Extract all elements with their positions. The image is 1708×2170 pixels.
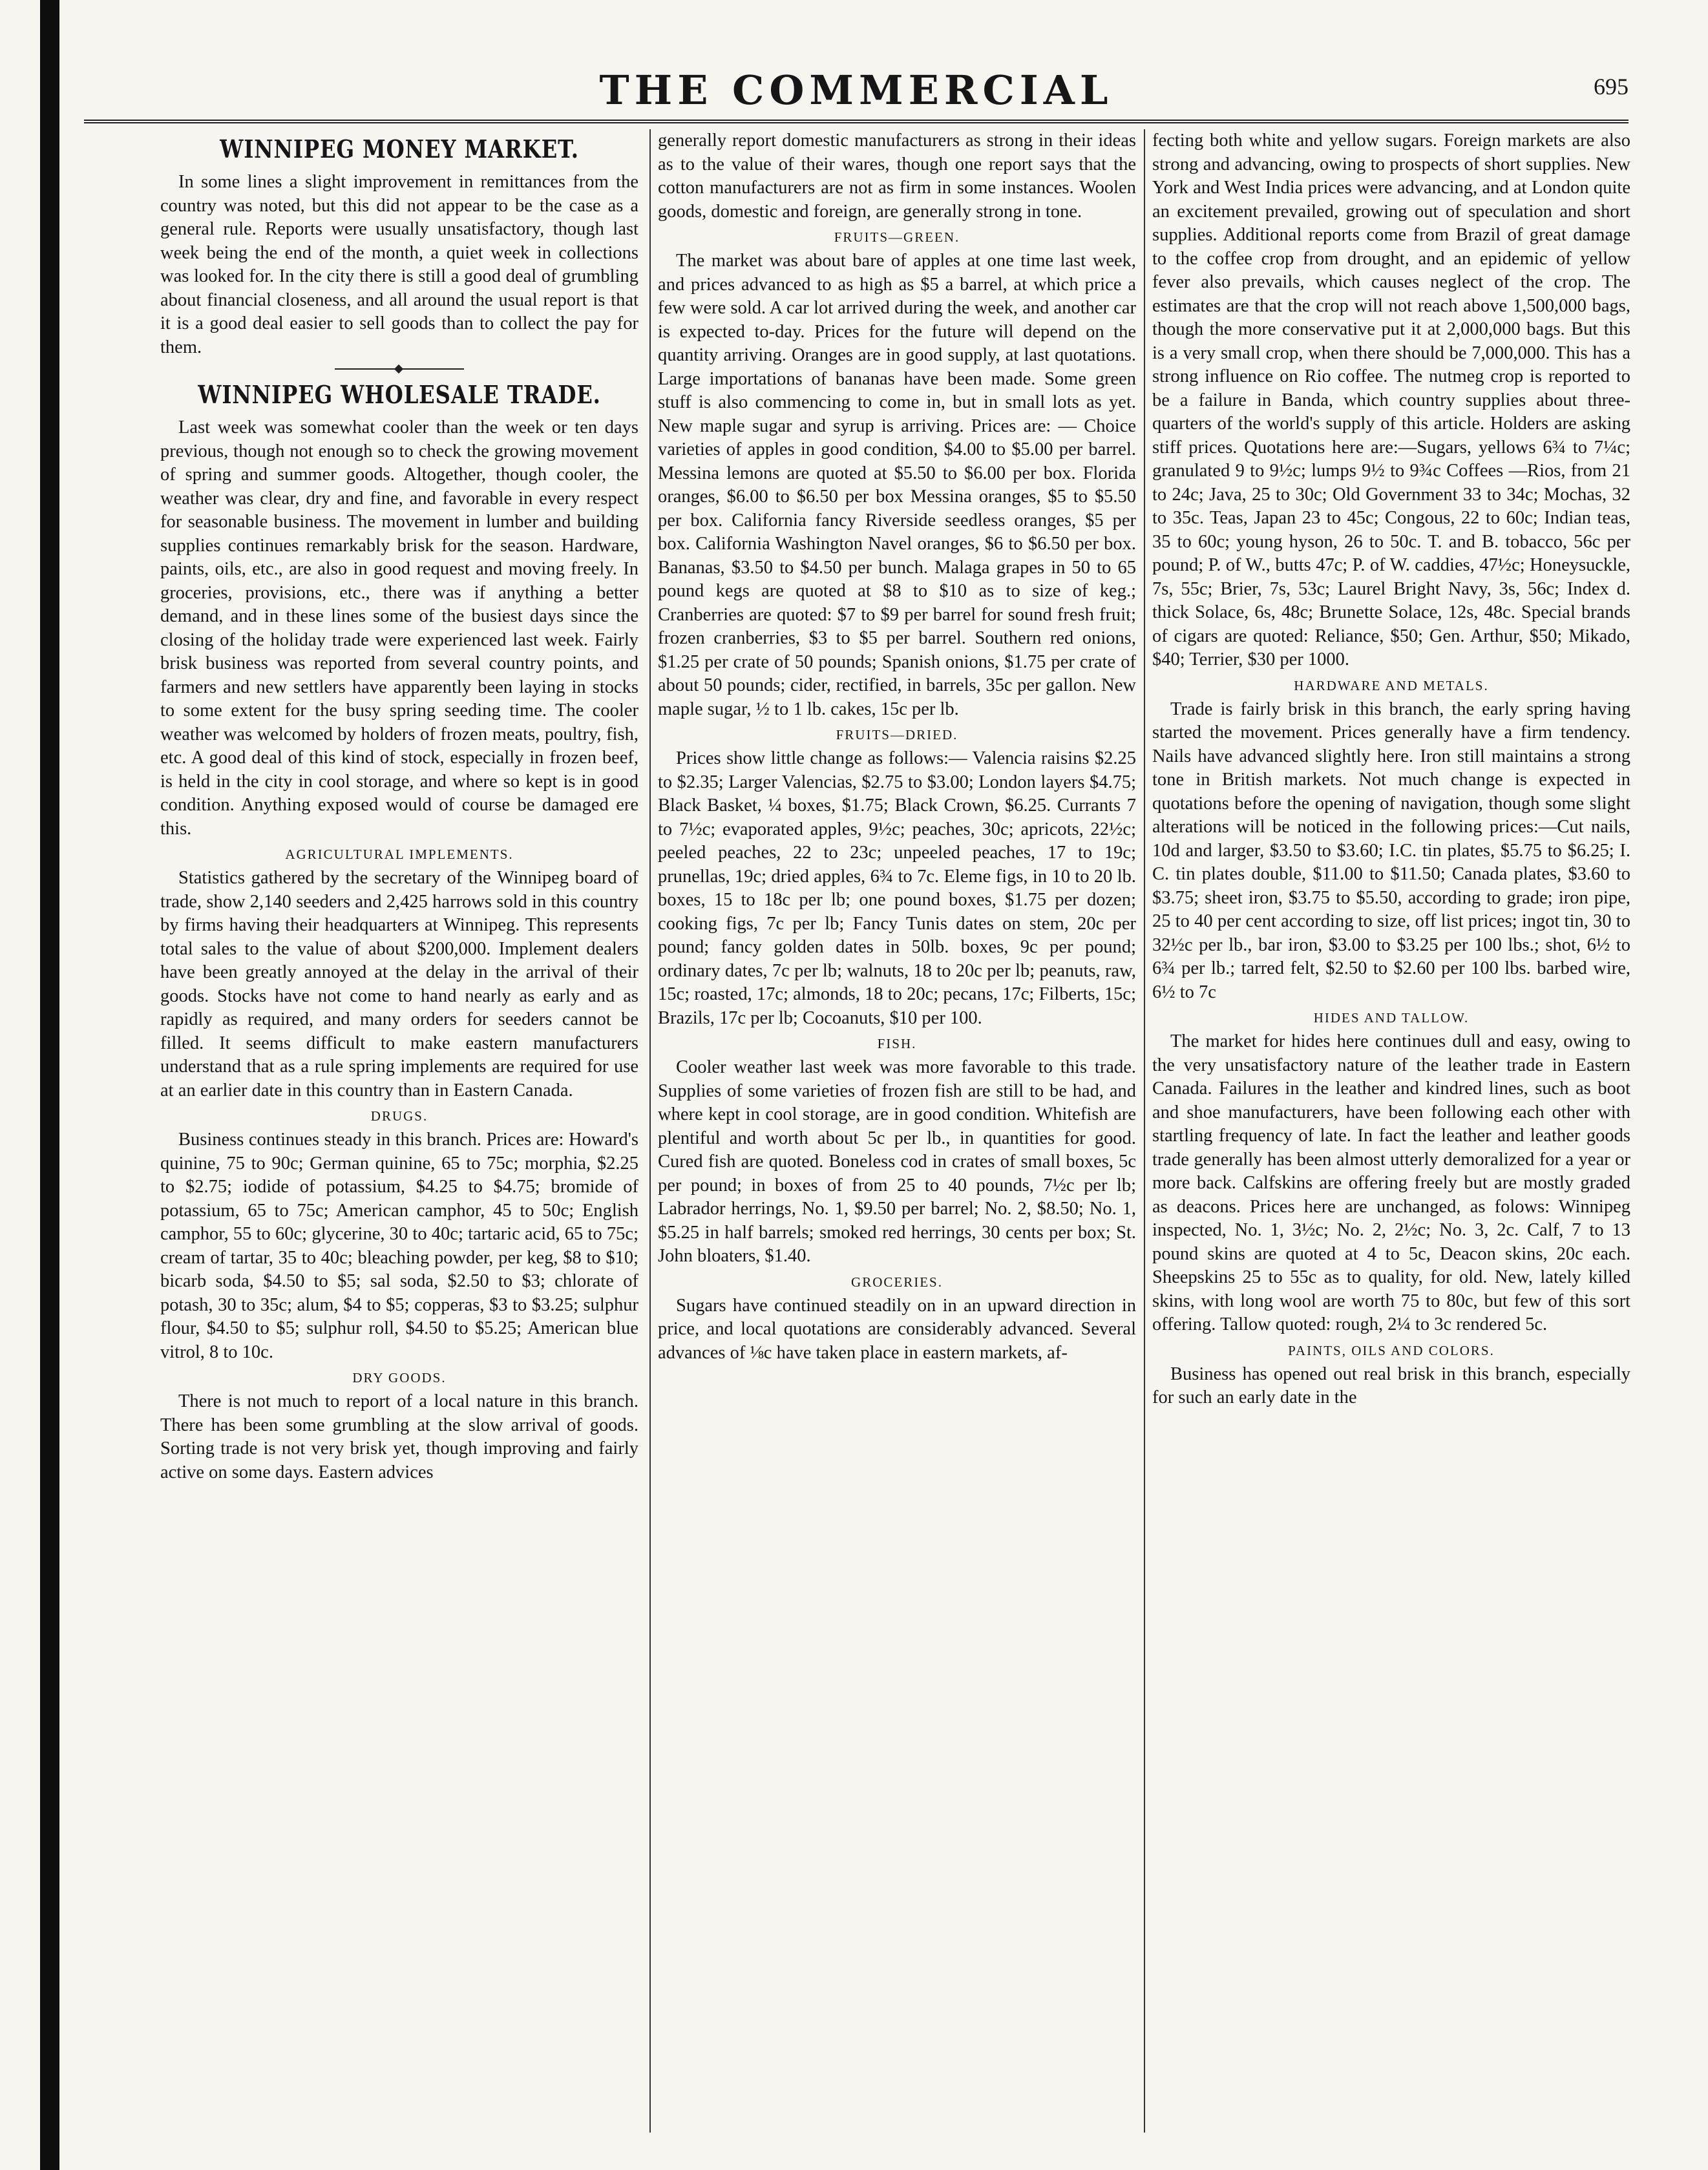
- paints-oils-subhead: PAINTS, OILS AND COLORS.: [1288, 1342, 1495, 1358]
- hides-tallow-subhead: HIDES AND TALLOW.: [1313, 1010, 1470, 1026]
- drugs-subhead: DRUGS.: [370, 1108, 428, 1124]
- agricultural-implements-subhead: AGRICULTURAL IMPLEMENTS.: [285, 847, 514, 862]
- dry-goods-continued: generally report domestic manufacturers as strong in their ideas as to the value of their wares, though one report says that the cotton manufacturers are not as firm in some instances. Woolen goods, domestic and foreign, are generally strong in tone.: [658, 131, 1136, 222]
- wholesale-trade-headline: WINNIPEG WHOLESALE TRADE.: [198, 380, 601, 409]
- money-market-headline: WINNIPEG MONEY MARKET.: [220, 134, 579, 163]
- fruits-dried-subhead: FRUITS—DRIED.: [836, 727, 958, 743]
- agricultural-implements-body: Statistics gathered by the secretary of the Winnipeg board of trade, show 2,140 seeders and 2,425 harrows sold in this country by firms having their headquarters at Winnipeg. This represents total sales to the value of about $200,000. Implement dealers have been greatly annoyed at the delay in the arrival of their goods. Stocks have not come to hand nearly as early and as rapidly as required, and many orders for seeders cannot be filled. It seems difficult to make eastern manufacturers understand that as a rule spring implements are required for use at an earlier date in this country than in Eastern Canada.: [160, 868, 638, 1101]
- fruits-dried-body: Prices show little change as follows:— Valencia raisins $2.25 to $2.35; Larger Valencias, $2.75 to $3.00; London layers $4.75; Black Basket, ¼ boxes, $1.75; Black Crown, $6.25. Currants 7 to 7½c; evaporated apples, 9½c; peaches, 30c; apricots, 22½c; peeled peaches, 22 to 23c; unpeeled peaches, 17 to 19c; prunellas, 19c; dried apples, 6¾ to 7c. Eleme figs, in 10 to 20 lb. boxes, 15 to 18c per lb; one pound boxes, $1.75 per dozen; cooking figs, 7c per lb; Fancy Tunis dates on stem, 20c per pound; fancy golden dates in 50lb. boxes, 9c per pound; ordinary dates, 7c per lb; walnuts, 18 to 20c per lb; peanuts, raw, 15c; roasted, 17c; almonds, 18 to 20c; pecans, 17c; Filberts, 15c; Brazils, 17c per lb; Cocoanuts, $10 per 100.: [658, 748, 1136, 1028]
- fish-body: Cooler weather last week was more favorable to this trade. Supplies of some varieties of frozen fish are still to be had, and where kept in cool storage, are in good condition. Whitefish are plentiful and worth about 5c per lb., in quantities for good. Cured fish are quoted. Boneless cod in crates of small boxes, 5c per pound; in boxes of from 25 to 40 pounds, 7½c per lb; Labrador herrings, No. 1, $9.50 per barrel; No. 2, $8.50; No. 1, $5.25 in half barrels; smoked red herrings, 30 cents per box; St. John bloaters, $1.40.: [658, 1057, 1136, 1266]
- dry-goods-subhead: DRY GOODS.: [352, 1370, 447, 1385]
- paints-oils-body: Business has opened out real brisk in this branch, especially for such an early date in the: [1152, 1364, 1630, 1407]
- dry-goods-body: There is not much to report of a local nature in this branch. There has been some grumbling at the slow arrival of goods. Sorting trade is not very brisk yet, though improving and fairly active on some days. Eastern advices: [160, 1391, 638, 1482]
- hardware-metals-subhead: HARDWARE AND METALS.: [1294, 677, 1489, 693]
- column-1: [160, 129, 638, 2133]
- fruits-green-subhead: FRUITS—GREEN.: [834, 229, 960, 245]
- money-market-body: In some lines a slight improvement in remittances from the country was noted, but this did not appear to be the case as a general rule. Reports were usually unsatisfactory, though last week being the end of the month, a quiet week in collections was looked for. In the city there is still a good deal of grumbling about financial closeness, and all around the usual report is that it is a good deal easier to sell goods than to collect the pay for them.: [160, 172, 638, 357]
- fruits-green-body: The market was about bare of apples at one time last week, and prices advanced to as high as $5 a barrel, at which price a few were sold. A car lot arrived during the week, and another car is expected to-day. Prices for the future will depend on the quantity arriving. Oranges are in good supply, at last quotations. Large importations of bananas have been made. Some green stuff is also commencing to come in, but in small lots as yet. New maple sugar and syrup is arriving. Prices are: — Choice varieties of apples in good condition, $4.00 to $5.00 per barrel. Messina lemons are quoted at $5.50 to $6.00 per box. Florida oranges, $6.00 to $6.50 per box Messina oranges, $5 to $5.50 per box. California fancy Riverside seedless oranges, $5 per box. California Washington Navel oranges, $6 to $6.50 per box. Bananas, $3.50 to $4.50 per bunch. Malaga grapes in 50 to 65 pound kegs are quoted at $8 to $10 as to size of keg.; Cranberries are quoted: $7 to $9 per barrel for sound fresh fruit; frozen cranberries, $3 to $5 per barrel. Southern red onions, $1.25 per crate of 50 pounds; Spanish onions, $1.75 per crate of about 50 pounds; cider, rectified, in barrels, 35c per gallon. New maple sugar, ½ to 1 lb. cakes, 15c per lb.: [658, 251, 1136, 719]
- wholesale-trade-body: Last week was somewhat cooler than the week or ten days previous, though not enough so to check the growing movement of spring and summer goods. Altogether, though cooler, the weather was clear, dry and fine, and favorable in every respect for seasonable business. The movement in lumber and building supplies continues remarkably brisk for the season. Hardware, paints, oils, etc., are also in good request and moving freely. In groceries, provisions, etc., there was if anything a better demand, and in these lines some of the busiest days since the closing of the holiday trade were experienced last week. Fairly brisk business was reported from several country points, and farmers and new settlers have apparently been laying in stocks to some extent for the busy spring seeding time. The cooler weather was welcomed by holders of frozen meats, poultry, fish, etc. A good deal of this kind of stock, especially in frozen beef, is held in the city in cool storage, and where so kept is in good condition. Anything exposed would of course be damaged ere this.: [160, 417, 638, 839]
- page-edge-shadow: [40, 0, 59, 2170]
- hardware-metals-body: Trade is fairly brisk in this branch, the early spring having started the movement. Prices generally have a firm tendency. Nails have advanced slightly here. Iron still maintains a strong tone in British markets. Not much change is expected in quotations before the opening of navigation, though some slight alterations will be noticed in the following prices:—Cut nails, 10d and larger, $3.50 to $3.60; I.C. tin plates, $5.75 to $6.25; I. C. tin plates double, $11.00 to $11.50; Canada plates, $3.60 to $3.75; sheet iron, $3.75 to $5.50, according to grade; iron pipe, 25 to 40 per cent according to size, off list prices; ingot tin, 30 to 32½c per lb., bar iron, $3.00 to $3.25 per 100 lbs.; shot, 6½ to 6¾ per lb.; tarred felt, $2.50 to $2.60 per 100 lbs. barbed wire, 6½ to 7c: [1152, 699, 1630, 1002]
- newspaper-title: THE COMMERCIAL: [599, 67, 1113, 114]
- masthead: [84, 61, 1629, 123]
- column-3: [1152, 129, 1630, 2133]
- groceries-subhead: GROCERIES.: [851, 1274, 943, 1290]
- column-rule: [649, 129, 651, 2133]
- column-rule: [1144, 129, 1145, 2133]
- fish-subhead: FISH.: [877, 1036, 917, 1051]
- drugs-body: Business continues steady in this branch. Prices are: Howard's quinine, 75 to 90c; German quinine, 65 to 75c; morphia, $2.25 to $2.75; iodide of potassium, $4.25 to $4.75; bromide of potassium, 65 to 75c; American camphor, 45 to 50c; English camphor, 55 to 60c; glycerine, 30 to 40c; tartaric acid, 65 to 75c; cream of tartar, 35 to 40c; bleaching powder, per keg, $8 to $10; bicarb soda, $4.50 to $5; sal soda, $2.50 to $3; chlorate of potash, 30 to 35c; alum, $4 to $5; copperas, $3 to $3.25; sulphur flour, $4.50 to $5; sulphur roll, $4.50 to $5.25; American blue vitrol, 8 to 10c.: [160, 1130, 638, 1362]
- column-2: [658, 129, 1136, 2133]
- groceries-body: Sugars have continued steadily on in an upward direction in price, and local quotations are considerably advanced. Several advances of ⅛c have taken place in eastern markets, af-: [658, 1295, 1136, 1363]
- page-number: 695: [1594, 74, 1629, 100]
- groceries-continued: fecting both white and yellow sugars. Foreign markets are also strong and advancing, owing to prospects of short supplies. New York and West India prices were advancing, and at London quite an excitement prevailed, growing out of speculation and short supplies. Additional reports come from Brazil of great damage to the coffee crop from drought, and an epidemic of yellow fever also prevails, which causes neglect of the crop. The estimates are that the crop will not reach above 1,500,000 bags, though the more conservative put it at 2,000,000 bags. But this is a very small crop, when there should be 7,000,000. This has a strong influence on Rio coffee. The nutmeg crop is reported to be a failure in Banda, which country supplies about three-quarters of the world's supply of this article. Holders are asking stiff prices. Quotations here are:—Sugars, yellows 6¾ to 7¼c; granulated 9 to 9½c; lumps 9½ to 9¾c Coffees —Rios, from 21 to 24c; Java, 25 to 30c; Old Government 33 to 34c; Mochas, 32 to 35c. Teas, Japan 23 to 45c; Congous, 22 to 60c; Indian teas, 35 to 60c; young hyson, 26 to 50c. T. and B. tobacco, 56c per pound; P. of W., butts 47c; P. of W. caddies, 47½c; Honeysuckle, 7s, 55c; Brier, 7s, 53c; Laurel Bright Navy, 3s, 56c; Index d. thick Solace, 6s, 48c; Brunette Solace, 12s, 48c. Special brands of cigars are quoted: Reliance, $50; Gen. Arthur, $50; Mikado, $40; Terrier, $30 per 1000.: [1152, 131, 1630, 669]
- section-divider: [335, 368, 464, 370]
- article-columns: [160, 129, 1630, 2133]
- hides-tallow-body: The market for hides here continues dull and easy, owing to the very unsatisfactory nature of the leather trade in Eastern Canada. Failures in the leather and kindred lines, such as boot and shoe manufacturers, have been following each other with startling frequency of late. In fact the leather and leather goods trade generally has been almost utterly demoralized for a year or more back. Calfskins are offering freely but are mostly graded as deacons. Prices here are unchanged, as folows: Winnipeg inspected, No. 1, 3½c; No. 2, 2½c; No. 3, 2c. Calf, 7 to 13 pound skins are quoted at 4 to 5c, Deacon skins, 20c each. Sheepskins 25 to 55c as to quality, for old. New, lately killed skins, with long wool are worth 75 to 80c, but few of this sort offering. Tallow quoted: rough, 2¼ to 3c rendered 5c.: [1152, 1031, 1630, 1334]
